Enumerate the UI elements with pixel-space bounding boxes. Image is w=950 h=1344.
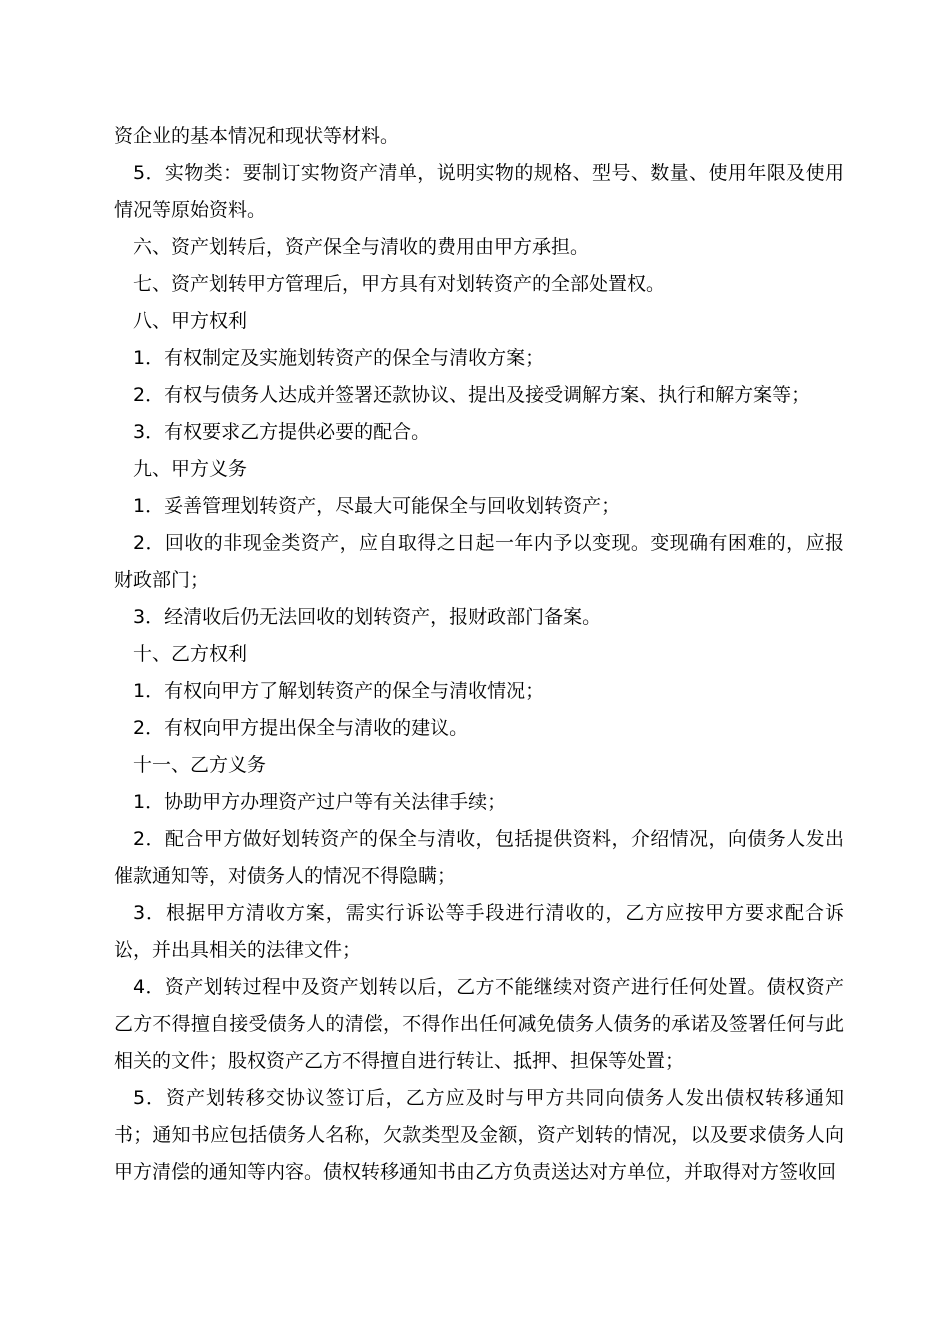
paragraph-10: 2．回收的非现金类资产，应自取得之日起一年内予以变现。变现确有困难的，应报财政部门； xyxy=(114,532,844,591)
paragraph-9: 1．妥善管理划转资产，尽最大可能保全与回收划转资产； xyxy=(133,495,621,517)
paragraph-20: 5．资产划转移交协议签订后，乙方应及时与甲方共同向债务人发出债权转移通知书；通知书应包括债务人名称，欠款类型及金额，资产划转的情况，以及要求债务人向甲方清偿的通知等内容。债权转移通知书由乙方负责送达对方单位，并取得对方签收回 xyxy=(114,1087,844,1183)
paragraph-18: 3．根据甲方清收方案，需实行诉讼等手段进行清收的，乙方应按甲方要求配合诉讼，并出具相关的法律文件； xyxy=(114,902,844,961)
paragraph-7: 3．有权要求乙方提供必要的配合。 xyxy=(133,421,431,443)
paragraph-5: 1．有权制定及实施划转资产的保全与清收方案； xyxy=(133,347,545,369)
section-heading-9: 九、甲方义务 xyxy=(133,458,248,480)
paragraph-1: 5．实物类：要制订实物资产清单，说明实物的规格、型号、数量、使用年限及使用情况等原始资料。 xyxy=(114,162,844,221)
paragraph-19: 4．资产划转过程中及资产划转以后，乙方不能继续对资产进行任何处置。债权资产乙方不得擅自接受债务人的清偿，不得作出任何减免债务人债务的承诺及签署任何与此相关的文件；股权资产乙方不得擅自进行转让、抵押、担保等处置； xyxy=(114,976,844,1072)
paragraph-2: 六、资产划转后，资产保全与清收的费用由甲方承担。 xyxy=(133,236,590,258)
paragraph-11: 3．经清收后仍无法回收的划转资产，报财政部门备案。 xyxy=(133,606,602,628)
section-heading-10: 十、乙方权利 xyxy=(133,643,248,665)
paragraph-14: 2．有权向甲方提出保全与清收的建议。 xyxy=(133,717,469,739)
paragraph-3: 七、资产划转甲方管理后，甲方具有对划转资产的全部处置权。 xyxy=(133,273,666,295)
section-heading-8: 八、甲方权利 xyxy=(133,310,248,332)
paragraph-6: 2．有权与债务人达成并签署还款协议、提出及接受调解方案、执行和解方案等； xyxy=(133,384,811,406)
document-body xyxy=(114,118,844,1191)
paragraph-17: 2．配合甲方做好划转资产的保全与清收，包括提供资料，介绍情况，向债务人发出催款通知等，对债务人的情况不得隐瞒； xyxy=(114,828,844,887)
paragraph-16: 1．协助甲方办理资产过户等有关法律手续； xyxy=(133,791,507,813)
section-heading-11: 十一、乙方义务 xyxy=(133,754,267,776)
paragraph-13: 1．有权向甲方了解划转资产的保全与清收情况； xyxy=(133,680,545,702)
paragraph-0: 资企业的基本情况和现状等材料。 xyxy=(114,125,400,147)
